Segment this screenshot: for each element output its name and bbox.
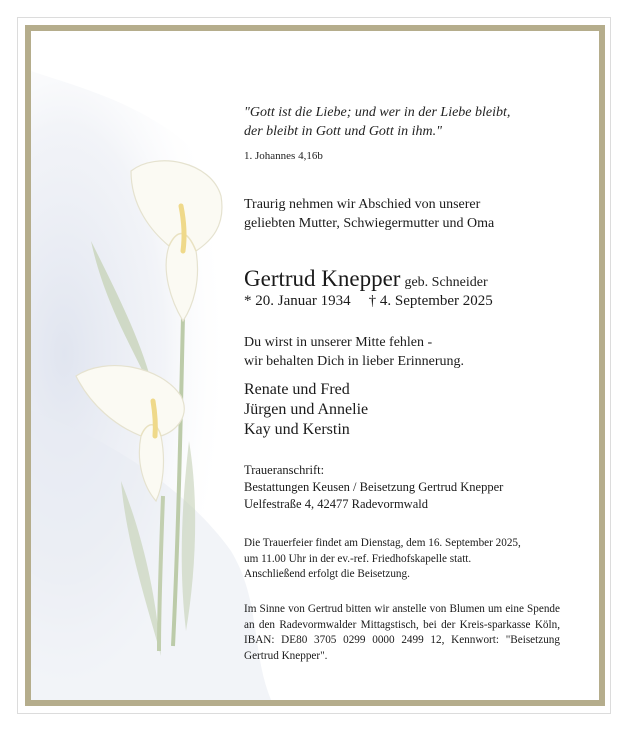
farewell-text (244, 333, 464, 371)
obituary-text (31, 31, 599, 700)
family-member: Renate und Fred (244, 381, 350, 398)
ceremony-line: um 11.00 Uhr in der ev.-ref. Friedhofskapelle statt. (244, 552, 472, 565)
quote-line: der bleibt in Gott und Gott in ihm." (244, 124, 442, 139)
death-date: † 4. September 2025 (368, 293, 493, 309)
obituary-frame (25, 25, 605, 706)
ceremony-line: Anschließend erfolgt die Beisetzung. (244, 568, 410, 580)
intro-text (244, 195, 494, 233)
quote-line: "Gott ist die Liebe; und wer in der Liebe bleibt, (244, 105, 511, 120)
address-line: Bestattungen Keusen / Beisetzung Gertrud Knepper (244, 480, 504, 494)
birth-date: * 20. Januar 1934 (244, 293, 351, 309)
ceremony-line: Die Trauerfeier findet am Dienstag, dem 16. September 2025, (244, 537, 521, 549)
address-line: Uelfestraße 4, 42477 Radevormwald (244, 497, 428, 511)
quote-source: 1. Johannes 4,16b (244, 150, 323, 162)
deceased-name: Gertrud Knepper (244, 266, 401, 291)
farewell-line: wir behalten Dich in lieber Erinnerung. (244, 354, 465, 369)
deceased-name-line (244, 266, 488, 292)
bible-quote (244, 103, 510, 166)
family-list (244, 380, 368, 440)
intro-line: Traurig nehmen wir Abschied von unserer (244, 197, 481, 212)
life-dates (244, 293, 493, 310)
donation-request: Im Sinne von Gertrud bitten wir anstelle von Blumen um eine Spende an den Radevormwalder Mittagstisch, bei der Kreis-sparkasse Köln, IBAN: DE80 3705 0299 0000 2499 12, Kennwort: "Beisetzung Gertrud Knepper". (244, 603, 560, 662)
mourning-address (244, 462, 503, 513)
family-member: Kay und Kerstin (244, 421, 350, 438)
ceremony-info (244, 536, 521, 583)
intro-line: geliebten Mutter, Schwiegermutter und Oma (244, 216, 495, 231)
address-label: Traueranschrift: (244, 463, 325, 477)
farewell-line: Du wirst in unserer Mitte fehlen - (244, 335, 433, 350)
maiden-name: geb. Schneider (404, 275, 488, 290)
family-member: Jürgen und Annelie (244, 401, 369, 418)
